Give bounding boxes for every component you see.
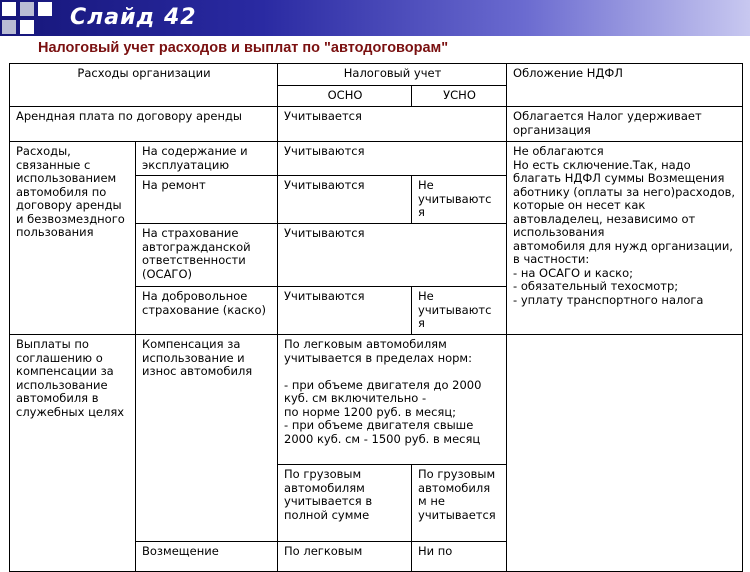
- group1-row-usno: Не учитываютс я: [412, 176, 507, 224]
- group1-label: Расходы, связанные с использованием автомобиля по договору аренды и безвозмездного пользования: [10, 142, 136, 335]
- group1-row-osno: Учитываются: [278, 224, 507, 287]
- header-usno: УСНО: [412, 86, 507, 107]
- group1-row-label: На содержание и эксплуатацию: [136, 142, 278, 176]
- group1-row-label: На ремонт: [136, 176, 278, 224]
- group2-refund-label: Возмещение: [136, 542, 278, 572]
- group1-row-label: На страхование автогражданской ответственности (ОСАГО): [136, 224, 278, 287]
- group2-comp-car: По легковым автомобилям учитывается в пределах норм: - при объеме двигателя до 2000 куб. см включительно - по норме 1200 руб. в месяц; - при объеме двигателя свыше 2000 куб. см - 1500 руб. в месяц: [278, 335, 507, 465]
- group2-refund-usno: Ни по: [412, 542, 507, 572]
- slide-header-banner: [0, 0, 750, 36]
- slide-title: Слайд 42: [70, 5, 197, 30]
- rent-tax: Учитывается: [278, 107, 507, 142]
- page-subtitle: Налоговый учет расходов и выплат по "автодоговорам": [38, 40, 449, 56]
- header-tax-accounting: Налоговый учет: [278, 64, 507, 86]
- decorative-squares-icon: [0, 0, 62, 36]
- group1-row-osno: Учитываются: [278, 176, 412, 224]
- group2-label: Выплаты по соглашению о компенсации за использование автомобиля в служебных целях: [10, 335, 136, 572]
- group2-comp-label: Компенсация за использование и износ автомобиля: [136, 335, 278, 542]
- rent-ndfl: Облагается Налог удерживает организация: [507, 107, 743, 142]
- rent-label: Арендная плата по договору аренды: [10, 107, 278, 142]
- tax-accounting-table: [9, 63, 743, 572]
- header-osno: ОСНО: [278, 86, 412, 107]
- group2-ndfl: [507, 335, 743, 572]
- group2-comp-truck-usno: По грузовым автомобиля м не учитывается: [412, 465, 507, 542]
- group2-comp-truck-osno: По грузовым автомобилям учитывается в полной сумме: [278, 465, 412, 542]
- group1-ndfl: Не облагаются Но есть сключение.Так, надо благать НДФЛ суммы Возмещения аботнику (оплаты за него)расходов, которые он несет как автовладелец, независимо от использования автомобиля для нужд организации, в частности: - на ОСАГО и каско; - обязательный техосмотр; - уплату транспортного налога: [507, 142, 743, 335]
- header-org-expenses: Расходы организации: [10, 64, 278, 107]
- group1-row-label: На добровольное страхование (каско): [136, 287, 278, 335]
- group2-refund-osno: По легковым: [278, 542, 412, 572]
- group1-row-osno: Учитываются: [278, 287, 412, 335]
- group1-row-osno: Учитываются: [278, 142, 507, 176]
- group1-row-usno: Не учитываютс я: [412, 287, 507, 335]
- header-ndfl: Обложение НДФЛ: [507, 64, 743, 107]
